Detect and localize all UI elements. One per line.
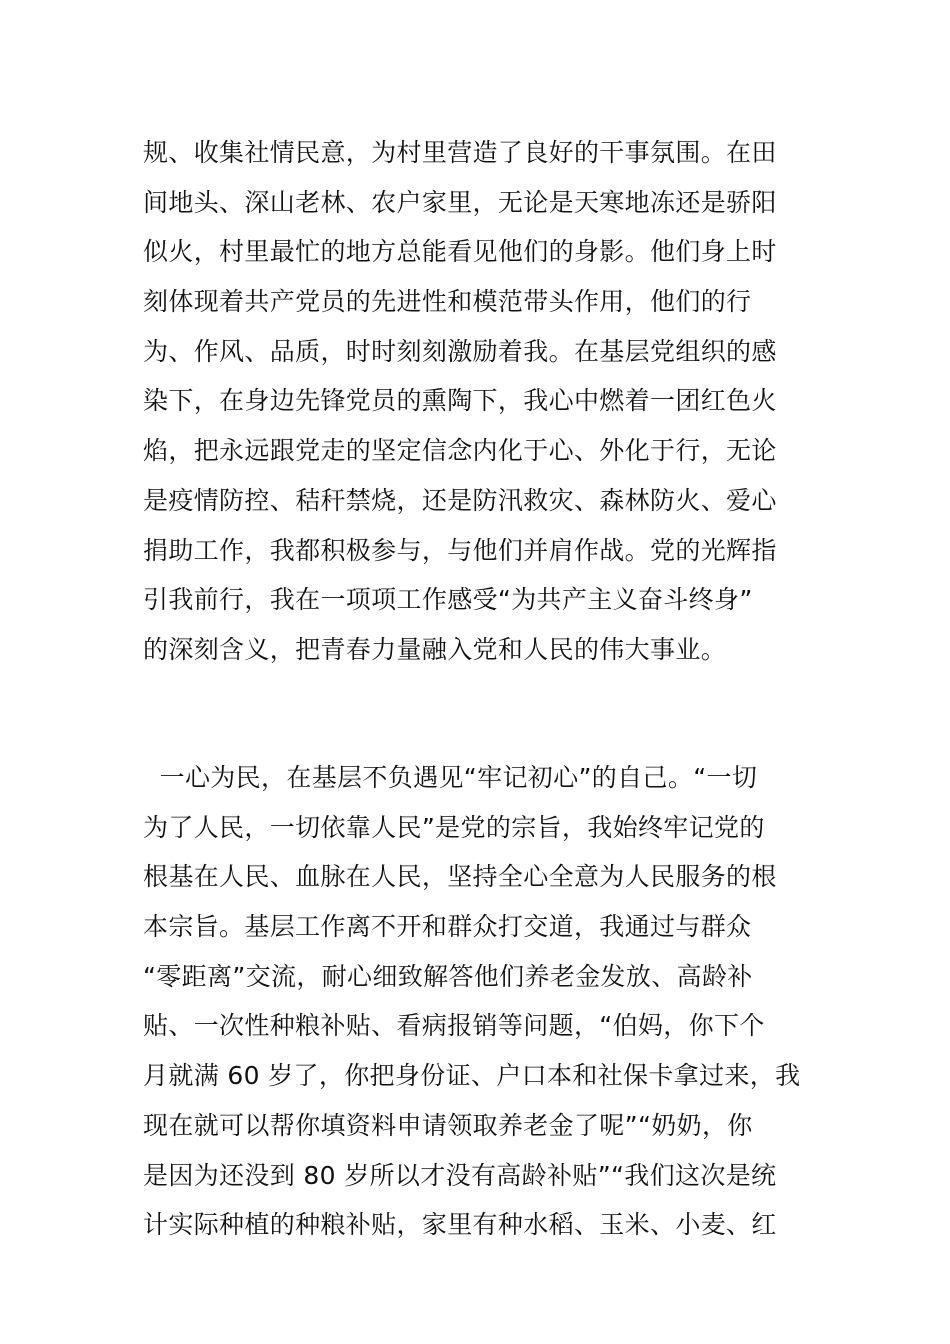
text-line: 计实际种植的种粮补贴，家里有种水稻、玉米、小麦、红	[143, 1210, 777, 1240]
text-line: 的深刻含义，把青春力量融入党和人民的伟大事业。	[143, 634, 727, 664]
text-line: 一心为民，在基层不负遇见“牢记初心”的自己。“一切	[143, 763, 758, 792]
text-line: 是因为还没到 80 岁所以才没有高龄补贴”“我们这次是统	[143, 1160, 777, 1190]
text-line: 根基在人民、血脉在人民，坚持全心全意为人民服务的根	[143, 862, 777, 892]
text-line: 现在就可以帮你填资料申请领取养老金了呢”“奶奶，你	[143, 1110, 753, 1140]
text-line: 似火，村里最忙的地方总能看见他们的身影。他们身上时	[143, 237, 777, 267]
text-line: 引我前行，我在一项项工作感受“为共产主义奋斗终身”	[143, 585, 753, 615]
text-line: 捐助工作，我都积极参与，与他们并肩作战。党的光辉指	[143, 535, 777, 565]
text-line: 为了人民，一切依靠人民”是党的宗旨，我始终牢记党的	[143, 812, 765, 842]
text-line: 间地头、深山老林、农户家里，无论是天寒地冻还是骄阳	[143, 187, 777, 217]
paragraph-serve-the-people	[143, 753, 823, 1250]
text-line: 刻体现着共产党员的先进性和模范带头作用，他们的行	[143, 287, 752, 317]
text-line: 月就满 60 岁了，你把身份证、户口本和社保卡拿过来，我	[143, 1061, 801, 1091]
paragraph-party-influence	[143, 128, 823, 675]
text-line: 本宗旨。基层工作离不开和群众打交道，我通过与群众	[143, 912, 752, 942]
text-line: 焰，把永远跟党走的坚定信念内化于心、外化于行，无论	[143, 436, 777, 466]
text-line: 贴、一次性种粮补贴、看病报销等问题，“伯妈，你下个	[143, 1011, 765, 1041]
text-line: 染下，在身边先锋党员的熏陶下，我心中燃着一团红色火	[143, 386, 777, 416]
text-line: 为、作风、品质，时时刻刻激励着我。在基层党组织的感	[143, 336, 777, 366]
text-line: 规、收集社情民意，为村里营造了良好的干事氛围。在田	[143, 138, 777, 167]
text-line: 是疫情防控、秸秆禁烧，还是防汛救灾、森林防火、爱心	[143, 485, 777, 515]
text-line: “零距离”交流，耐心细致解答他们养老金发放、高龄补	[143, 961, 753, 991]
